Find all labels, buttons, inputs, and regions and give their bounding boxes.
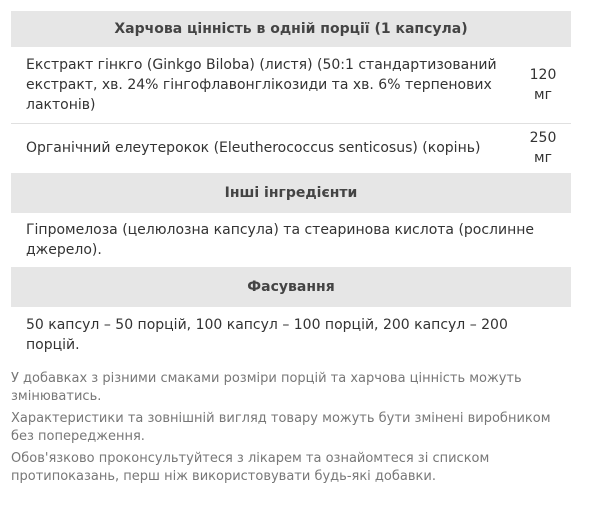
ingredient-amount bbox=[519, 47, 571, 123]
amount-unit: мг bbox=[534, 150, 552, 167]
note-consult-doctor: Обов'язково проконсультуйтеся з лікарем та ознайомтеся зі списком протипоказань, перш ніж використовувати будь-які добавки. bbox=[11, 451, 490, 484]
table-row bbox=[11, 47, 571, 123]
note-appearance: Характеристики та зовнішній вигляд товару можуть бути змінені виробником без попередження. bbox=[11, 411, 551, 444]
serving-heading: Харчова цінність в одній порції (1 капсула) bbox=[11, 11, 571, 47]
packaging-heading: Фасування bbox=[11, 267, 571, 307]
amount-value: 250 bbox=[529, 130, 557, 147]
other-ingredients-heading: Інші інгредієнти bbox=[11, 173, 571, 213]
ingredient-name: Екстракт гінкго (Ginkgo Biloba) (листя) (50:1 стандартизований екстракт, хв. 24% гінгофлавонглікозиди та хв. 6% терпенових лактонів) bbox=[11, 47, 519, 123]
table-row bbox=[11, 123, 571, 173]
other-ingredients-text: Гіпромелоза (целюлозна капсула) та стеаринова кислота (рослинне джерело). bbox=[26, 222, 535, 258]
table-row bbox=[11, 307, 571, 363]
packaging-text: 50 капсул – 50 порцій, 100 капсул – 100 порцій, 200 капсул – 200 порцій. bbox=[26, 317, 508, 353]
amount-unit: мг bbox=[534, 86, 552, 103]
amount-value: 120 bbox=[529, 66, 557, 83]
table-row bbox=[11, 213, 571, 267]
ingredient-amount bbox=[519, 123, 571, 173]
disclaimer-notes bbox=[11, 370, 571, 486]
nutrition-table bbox=[11, 11, 571, 363]
ingredient-name: Органічний елеутерокок (Eleutherococcus senticosus) (корінь) bbox=[26, 140, 481, 157]
nutrition-facts-block bbox=[11, 11, 571, 490]
note-flavors: У добавках з різними смаками розміри порцій та харчова цінність можуть змінюватись. bbox=[11, 371, 522, 404]
